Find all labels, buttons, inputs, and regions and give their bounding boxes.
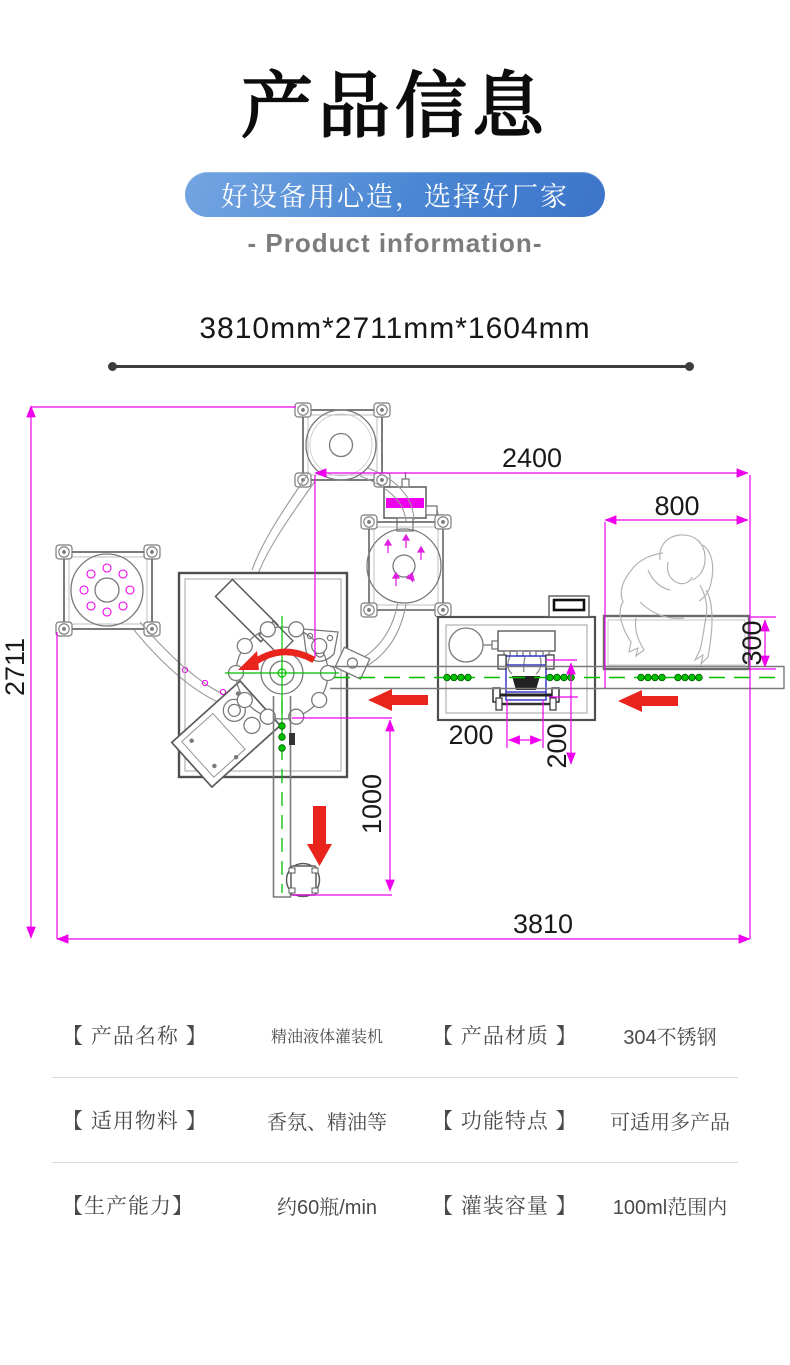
flow-arrows	[238, 651, 678, 866]
control-panel	[544, 596, 594, 617]
dim-2711: 2711	[0, 637, 30, 697]
spec-label-applicable-material: 【 适用物料 】	[62, 1110, 208, 1133]
left-turntable	[56, 545, 160, 636]
subtitle-en: - Product information-	[247, 228, 543, 258]
spec-value-material: 304不锈钢	[623, 1026, 717, 1049]
bottles-on-conveyor	[444, 674, 703, 681]
dim-200-h: 200	[448, 720, 494, 750]
spec-value-features: 可适用多产品	[610, 1111, 730, 1134]
transfer-guides	[134, 468, 414, 712]
labeling-station-box	[172, 573, 370, 787]
tagline-pill	[185, 172, 605, 217]
dim-300: 300	[737, 620, 767, 666]
spec-label-material: 【 产品材质 】	[432, 1025, 578, 1048]
collection-trolley	[287, 864, 320, 897]
dim-800: 800	[654, 491, 700, 521]
spec-value-product-name: 精油液体灌装机	[270, 1028, 383, 1046]
liquid-tank	[449, 628, 483, 662]
dim-200-v: 200	[542, 723, 572, 769]
rotation-arrow	[252, 652, 314, 664]
page-title: 产品信息	[240, 67, 549, 147]
spec-row-2	[0, 1078, 790, 1162]
spec-row-3	[0, 1163, 790, 1247]
work-table	[604, 616, 749, 669]
overall-dimensions-text: 3810mm*2711mm*1604mm	[199, 312, 591, 345]
dim-2400: 2400	[501, 443, 563, 473]
underline-dot-left	[108, 362, 117, 371]
spec-value-filling-volume: 100ml范围内	[612, 1196, 728, 1219]
spec-value-applicable-material: 香氛、精油等	[267, 1111, 387, 1134]
spec-label-filling-volume: 【 灌装容量 】	[432, 1195, 578, 1218]
spec-table	[0, 993, 790, 1247]
flow-arrow-down	[307, 806, 332, 866]
flow-arrow-left-center	[368, 689, 428, 711]
dim-3810: 3810	[512, 909, 574, 939]
spec-label-product-name: 【 产品名称 】	[62, 1025, 208, 1048]
dimension-underline	[112, 365, 690, 368]
underline-dot-right	[685, 362, 694, 371]
tagline-text: 好设备用心造，选择好厂家	[221, 182, 569, 212]
flow-arrow-left-right	[618, 690, 678, 712]
dim-1000: 1000	[357, 773, 387, 835]
spec-row-1	[0, 993, 790, 1077]
filling-heads-block	[498, 631, 555, 651]
spec-label-capacity: 【生产能力】	[62, 1195, 194, 1218]
machine-layout-diagram	[0, 395, 790, 955]
machinery-linework	[56, 403, 784, 897]
spec-value-capacity: 约60瓶/min	[276, 1196, 378, 1219]
spec-label-features: 【 功能特点 】	[432, 1110, 578, 1133]
unscrambler-turntable	[295, 403, 390, 487]
